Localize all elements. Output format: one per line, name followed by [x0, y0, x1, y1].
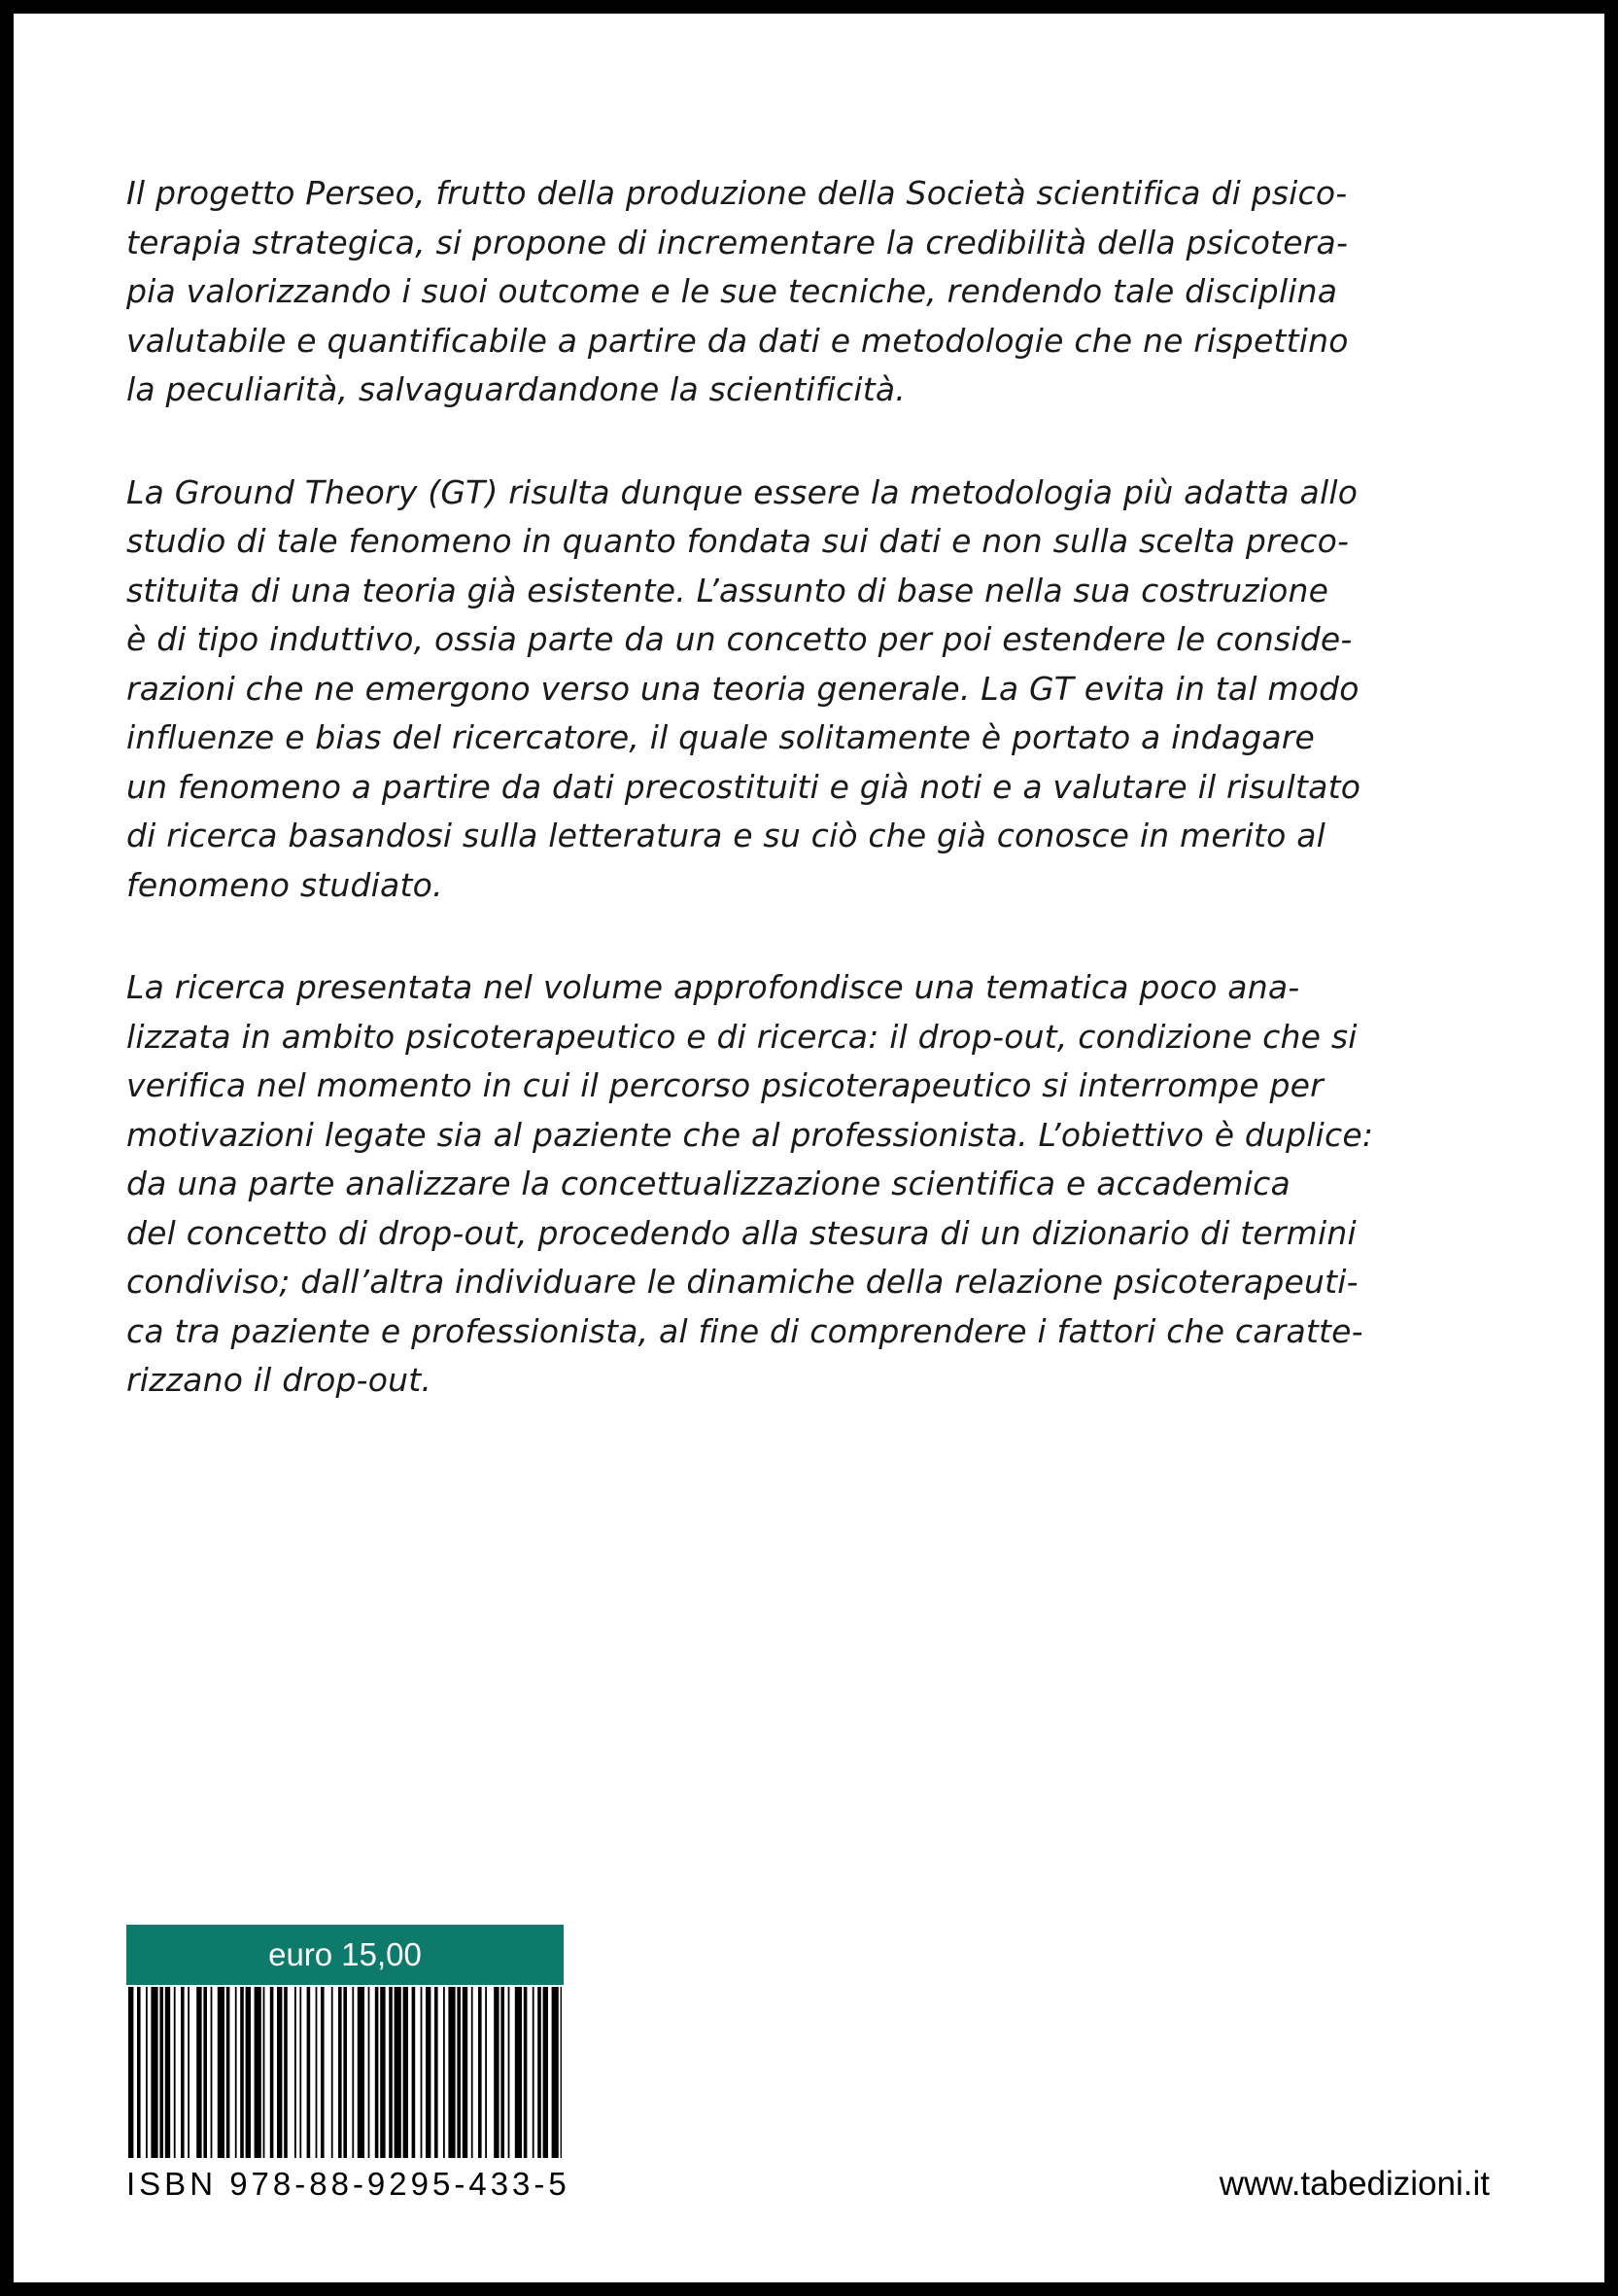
barcode: [126, 1987, 564, 2174]
text-line: verifica nel momento in cui il percorso psicoterapeutico si interrompe per: [126, 1066, 1324, 1104]
text-line: fenomeno studiato.: [126, 865, 443, 904]
text-line: valutabile e quantificabile a partire da dati e metodologie che ne rispettino: [126, 321, 1349, 360]
text-line: lizzata in ambito psicoterapeutico e di ricerca: il drop-out, condizione che si: [126, 1017, 1358, 1056]
text-line: di ricerca basandosi sulla letteratura e su ciò che già conosce in merito al: [126, 817, 1326, 854]
price-label: euro 15,00: [126, 1925, 564, 1985]
blurb-text: [126, 169, 1526, 1459]
text-line: ca tra paziente e professionista, al fine di comprendere i fattori che caratte-: [126, 1311, 1363, 1350]
text-line: Il progetto Perseo, frutto della produzione della Società scientifica di psico-: [126, 174, 1348, 212]
blurb-paragraph-1: [126, 169, 1526, 415]
text-line: stituita di una teoria già esistente. L’assunto di base nella sua costruzione: [126, 571, 1329, 609]
text-line: un fenomeno a partire da dati precostituiti e già noti e a valutare il risultato: [126, 767, 1361, 806]
text-line: rizzano il drop-out.: [126, 1361, 432, 1399]
publisher-website: www.tabedizioni.it: [1219, 2165, 1490, 2203]
text-line: la peculiarità, salvaguardandone la scientificità.: [126, 370, 906, 408]
blurb-paragraph-3: [126, 963, 1526, 1406]
text-line: La ricerca presentata nel volume approfondisce una tematica poco ana-: [126, 968, 1300, 1006]
text-line: è di tipo induttivo, ossia parte da un concetto per poi estendere le conside-: [126, 620, 1353, 658]
text-line: razioni che ne emergono verso una teoria generale. La GT evita in tal modo: [126, 669, 1360, 708]
isbn-number: ISBN 978-88-9295-433-5: [126, 2166, 570, 2202]
blurb-paragraph-2: [126, 469, 1526, 911]
text-line: condiviso; dall’altra individuare le dinamiche della relazione psicoterapeuti-: [126, 1263, 1359, 1301]
text-line: La Ground Theory (GT) risulta dunque essere la metodologia più adatta allo: [126, 472, 1359, 511]
text-line: pia valorizzando i suoi outcome e le sue tecniche, rendendo tale disciplina: [126, 272, 1338, 310]
text-line: influenze e bias del ricercatore, il quale solitamente è portato a indagare: [126, 718, 1316, 756]
text-line: da una parte analizzare la concettualizzazione scientifica e accademica: [126, 1165, 1291, 1202]
text-line: del concetto di drop-out, procedendo alla stesura di un dizionario di termini: [126, 1213, 1357, 1252]
text-line: studio di tale fenomeno in quanto fondata sui dati e non sulla scelta preco-: [126, 522, 1350, 560]
text-line: motivazioni legate sia al paziente che al professionista. L’obiettivo è duplice:: [126, 1115, 1374, 1154]
text-line: terapia strategica, si propone di incrementare la credibilità della psicotera-: [126, 223, 1349, 261]
